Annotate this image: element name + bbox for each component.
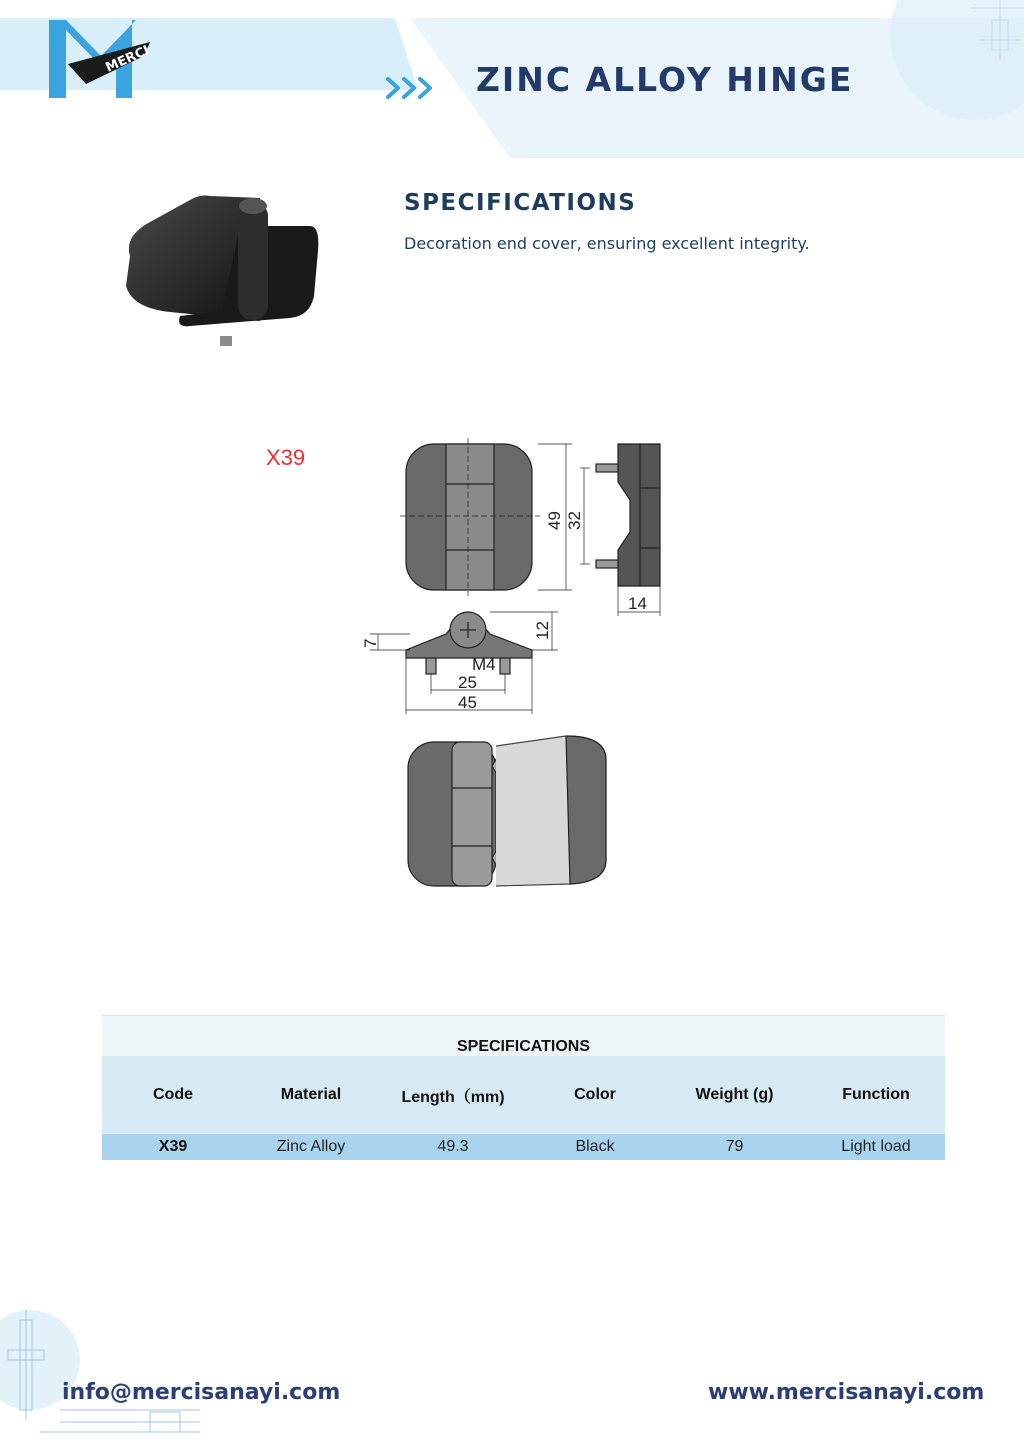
cell-color: Black [528,1134,662,1160]
cell-material: Zinc Alloy [244,1134,378,1160]
footer-website[interactable]: www.mercisanayi.com [708,1380,985,1405]
blueprint-decoration [0,1300,210,1448]
footer-email[interactable]: info@mercisanayi.com [62,1380,341,1405]
dim-7: 7 [361,638,380,648]
specifications-description: Decoration end cover, ensuring excellent integrity. [404,234,810,253]
header-color: Color [528,1056,662,1134]
product-code-label: X39 [266,445,306,470]
table-title: SPECIFICATIONS [102,1016,945,1057]
header-material: Material [244,1056,378,1134]
technical-drawing [340,420,840,900]
cell-weight: 79 [662,1134,807,1160]
table-row [102,1134,945,1160]
cell-function: Light load [807,1134,945,1160]
dim-14: 14 [628,594,647,613]
dim-m4: M4 [472,655,496,674]
dim-32: 32 [565,511,584,530]
blueprint-decoration [870,0,1024,120]
merci-logo [46,16,156,102]
svg-text:MERCI: MERCI [103,43,152,76]
header-weight: Weight (g) [662,1056,807,1134]
product-photo [110,186,330,356]
dim-12: 12 [533,621,552,640]
page-title: ZINC ALLOY HINGE [476,60,854,99]
dim-49: 49 [545,511,564,530]
cell-code: X39 [102,1134,244,1160]
dim-45: 45 [458,693,477,712]
header-length: Length（mm) [378,1056,528,1134]
cell-length: 49.3 [378,1134,528,1160]
header-function: Function [807,1056,945,1134]
specifications-heading: SPECIFICATIONS [404,190,637,216]
chevrons-icon [384,74,444,102]
specifications-table [102,1015,945,1160]
header-code: Code [102,1056,244,1134]
dim-25: 25 [458,673,477,692]
